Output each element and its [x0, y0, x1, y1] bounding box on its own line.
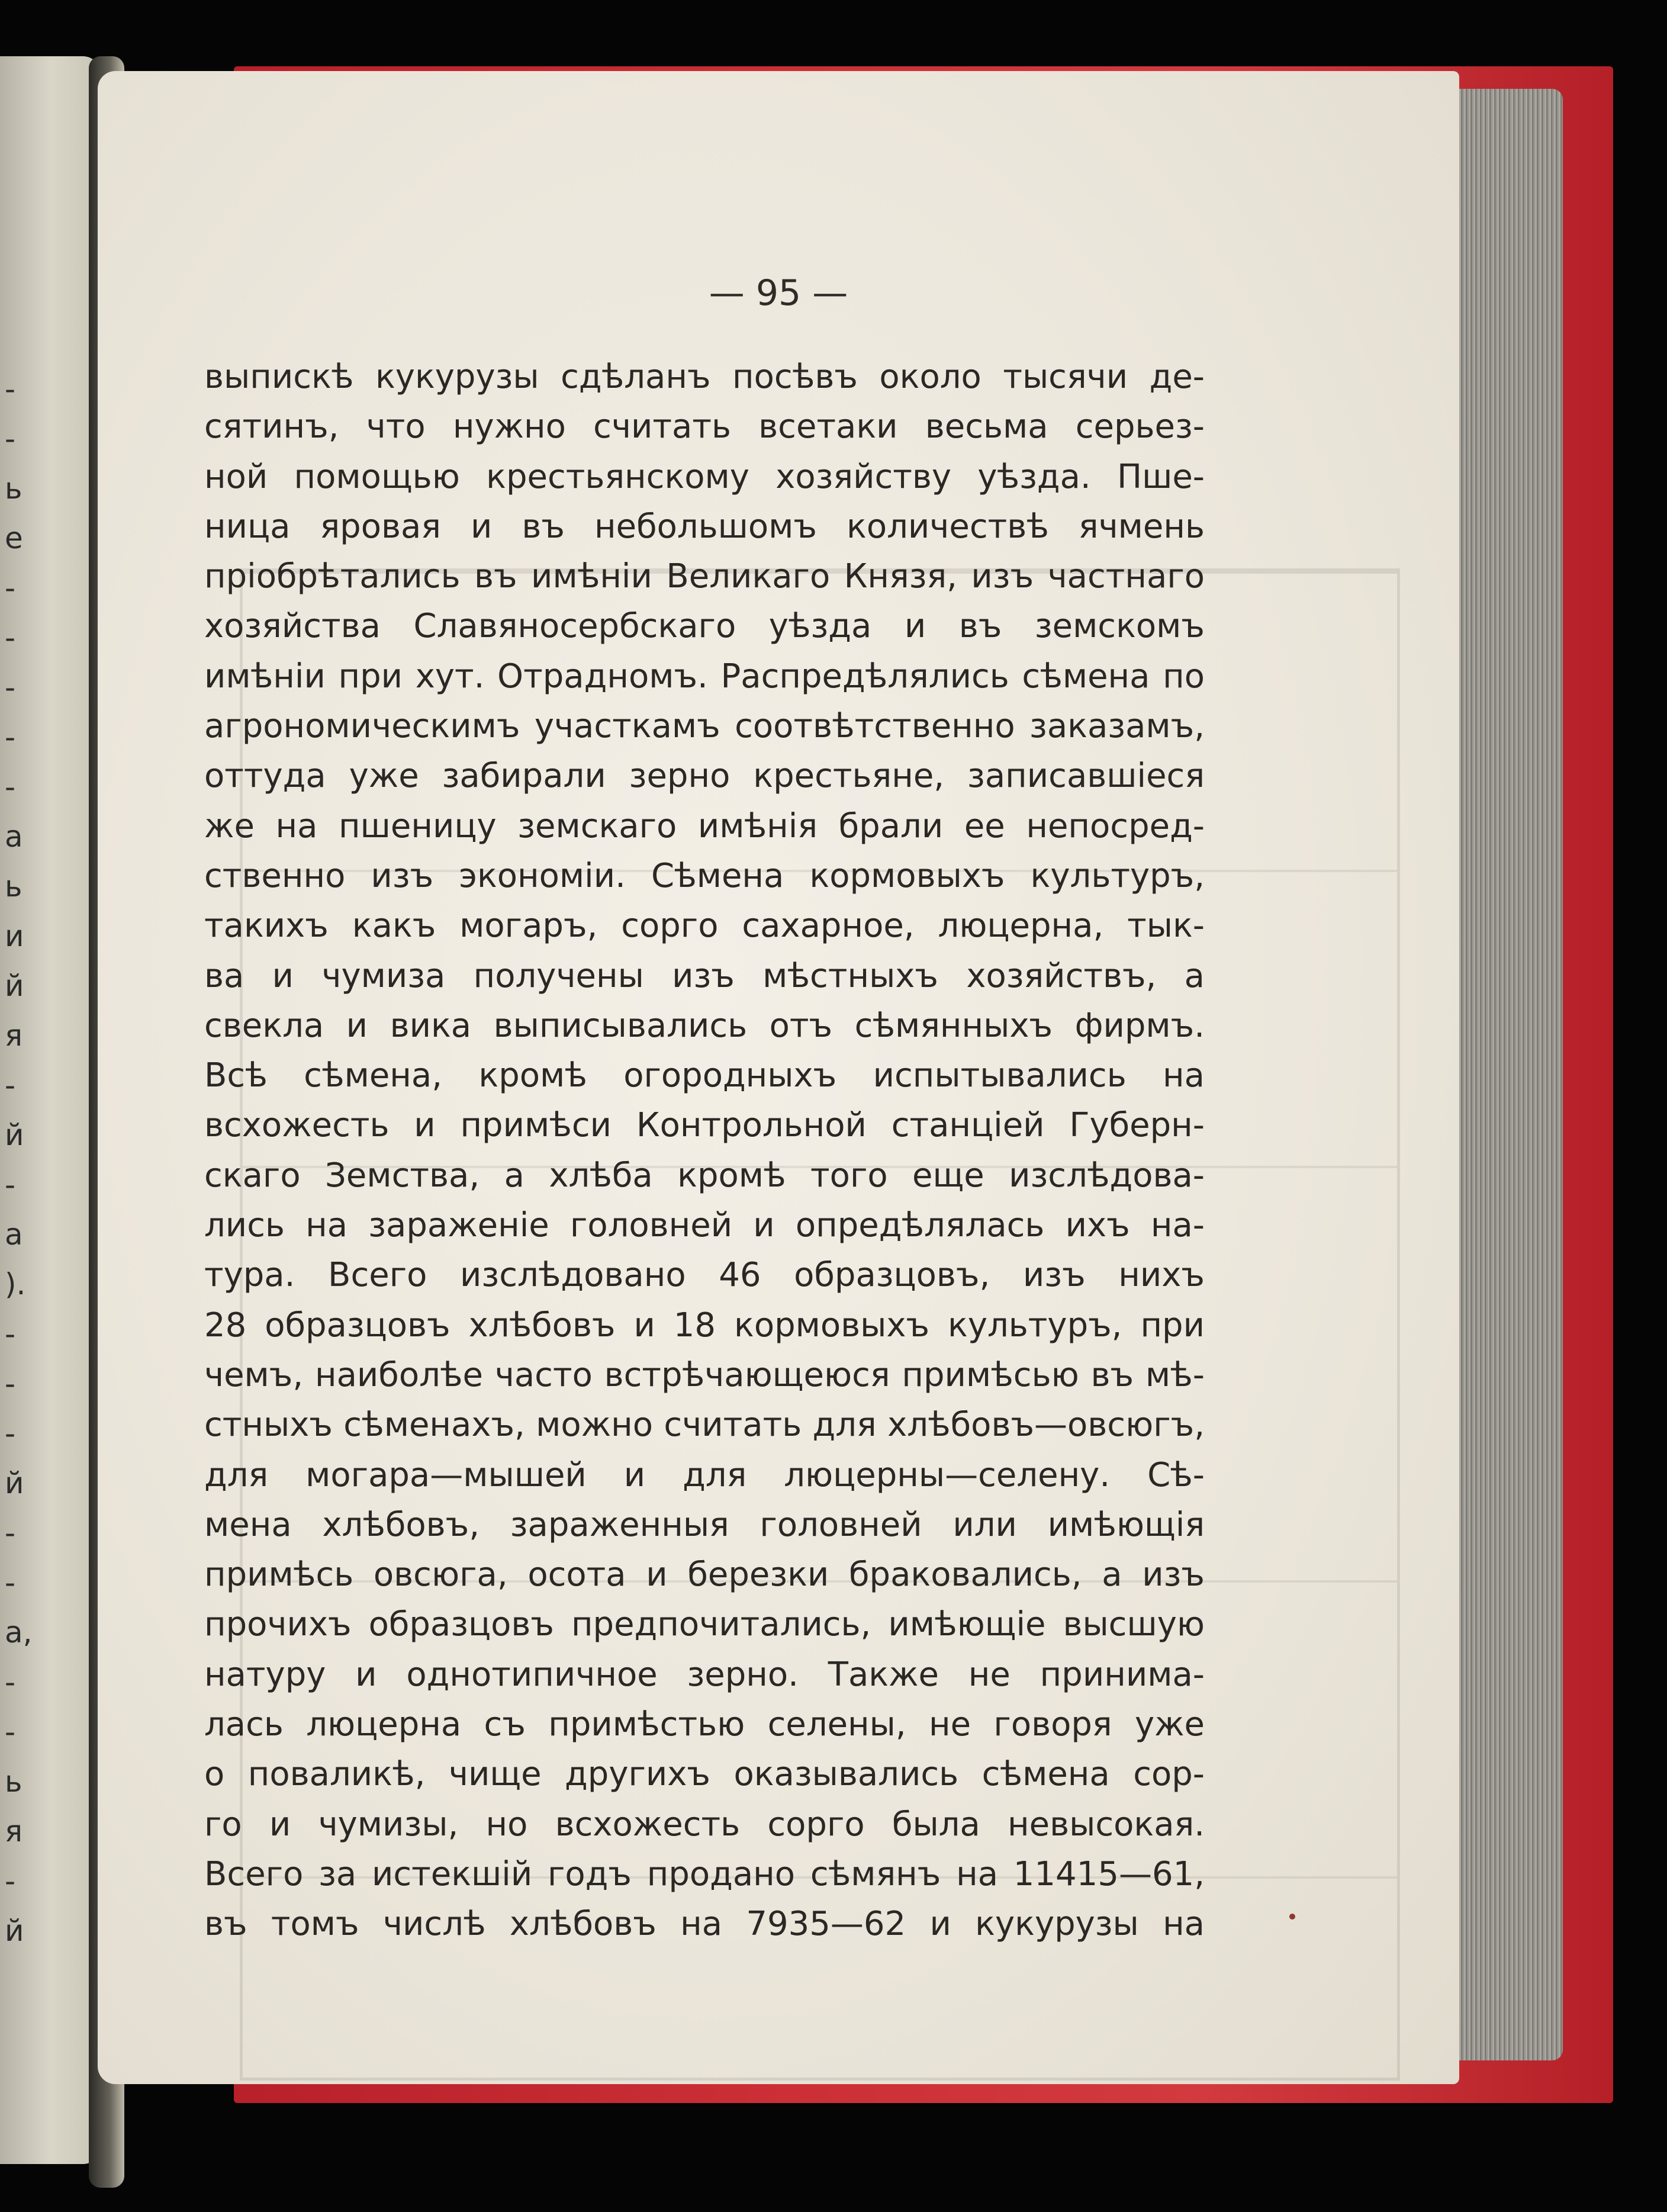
page-block-edges: [1444, 89, 1563, 2060]
left-page-char: -: [5, 571, 16, 605]
left-page-char: й: [5, 1466, 24, 1500]
left-page-char: ).: [5, 1267, 26, 1301]
text-line: оттуда уже забирали зерно крестьяне, записавшіеся: [204, 757, 1205, 796]
text-line: сятинъ, что нужно считать всетаки весьма серьез-: [204, 407, 1205, 446]
text-line: прочихъ образцовъ предпочитались, имѣющіе высшую: [204, 1605, 1205, 1644]
left-page-char: -: [5, 1168, 16, 1202]
left-page-char: а: [5, 1217, 23, 1252]
text-line: ственно изъ экономіи. Сѣмена кормовыхъ культуръ,: [204, 856, 1205, 895]
text-line: го и чумизы, но всхожесть сорго была невысокая.: [204, 1805, 1205, 1844]
text-line: натуру и однотипичное зерно. Также не принима-: [204, 1655, 1205, 1694]
left-page-char: -: [5, 1416, 16, 1451]
text-line: 28 образцовъ хлѣбовъ и 18 кормовыхъ культуръ, при: [204, 1306, 1205, 1345]
left-page-char: -: [5, 1068, 16, 1102]
text-line: о поваликѣ, чище другихъ оказывались сѣмена сор-: [204, 1755, 1205, 1794]
left-page-char: ь: [5, 1764, 22, 1799]
left-page-char: я: [5, 1018, 23, 1053]
text-line: тура. Всего изслѣдовано 46 образцовъ, изъ нихъ: [204, 1256, 1205, 1295]
left-page-text-fragments: [5, 364, 40, 1956]
text-line: чемъ, наиболѣе часто встрѣчающеюся примѣсью въ мѣ-: [204, 1355, 1205, 1394]
left-page-char: -: [5, 670, 16, 705]
ink-speck: [1289, 1914, 1295, 1920]
left-page-char: -: [5, 1516, 16, 1550]
text-line: ной помощью крестьянскому хозяйству уѣзда. Пше-: [204, 457, 1205, 496]
text-line: свекла и вика выписывались отъ сѣмянныхъ фирмъ.: [204, 1006, 1205, 1045]
left-page-char: я: [5, 1814, 23, 1848]
left-page-char: й: [5, 1914, 24, 1948]
text-line: агрономическимъ участкамъ соотвѣтственно заказамъ,: [204, 707, 1205, 746]
left-page-char: а,: [5, 1615, 33, 1650]
text-line: имѣніи при хут. Отрадномъ. Распредѣлялись сѣмена по: [204, 657, 1205, 696]
left-page-char: -: [5, 1317, 16, 1351]
text-line: скаго Земства, а хлѣба кромѣ того еще изслѣдова-: [204, 1156, 1205, 1195]
text-line: ница яровая и въ небольшомъ количествѣ ячмень: [204, 507, 1205, 546]
left-page-char: -: [5, 720, 16, 754]
left-page-edge: [0, 56, 101, 2164]
left-page-char: -: [5, 770, 16, 804]
text-line: Всего за истекшій годъ продано сѣмянъ на 11415—61,: [204, 1854, 1205, 1893]
text-line: такихъ какъ могаръ, сорго сахарное, люцерна, тык-: [204, 906, 1205, 946]
text-line: для могара—мышей и для люцерны—селену. Сѣ-: [204, 1455, 1205, 1494]
left-page-char: -: [5, 620, 16, 655]
left-page-char: и: [5, 919, 24, 953]
left-page-char: -: [5, 1665, 16, 1699]
left-page-char: ь: [5, 869, 22, 904]
text-line: лись на зараженіе головней и опредѣлялась ихъ на-: [204, 1206, 1205, 1245]
left-page-char: ь: [5, 471, 22, 506]
left-page-char: -: [5, 1715, 16, 1749]
text-line: лась люцерна съ примѣстью селены, не говоря уже: [204, 1705, 1205, 1744]
left-page-char: й: [5, 969, 24, 1003]
page-number: — 95 —: [709, 272, 848, 314]
left-page-char: е: [5, 521, 23, 555]
left-page-char: -: [5, 422, 16, 456]
page-body-text: [204, 352, 1205, 1950]
text-line: примѣсь овсюга, осота и березки браковались, а изъ: [204, 1555, 1205, 1594]
text-line: выпискѣ кукурузы сдѣланъ посѣвъ около тысячи де-: [204, 358, 1205, 396]
text-line: пріобрѣтались въ имѣніи Великаго Князя, изъ частнаго: [204, 557, 1205, 596]
text-line: ва и чумиза получены изъ мѣстныхъ хозяйствъ, а: [204, 956, 1205, 995]
left-page-char: -: [5, 372, 16, 406]
text-line: всхожесть и примѣси Контрольной станціей Губерн-: [204, 1106, 1205, 1145]
text-line: стныхъ сѣменахъ, можно считать для хлѣбовъ—овсюгъ,: [204, 1406, 1205, 1445]
left-page-char: й: [5, 1118, 24, 1152]
left-page-char: а: [5, 819, 23, 854]
text-line: мена хлѣбовъ, зараженныя головней или имѣющія: [204, 1505, 1205, 1544]
text-line: въ томъ числѣ хлѣбовъ на 7935—62 и кукурузы на: [204, 1905, 1205, 1944]
text-line: Всѣ сѣмена, кромѣ огородныхъ испытывались на: [204, 1056, 1205, 1095]
text-line: хозяйства Славяносербскаго уѣзда и въ земскомъ: [204, 607, 1205, 646]
left-page-char: -: [5, 1565, 16, 1600]
text-line: же на пшеницу земскаго имѣнія брали ее непосред-: [204, 806, 1205, 845]
left-page-char: -: [5, 1864, 16, 1898]
left-page-char: -: [5, 1367, 16, 1401]
